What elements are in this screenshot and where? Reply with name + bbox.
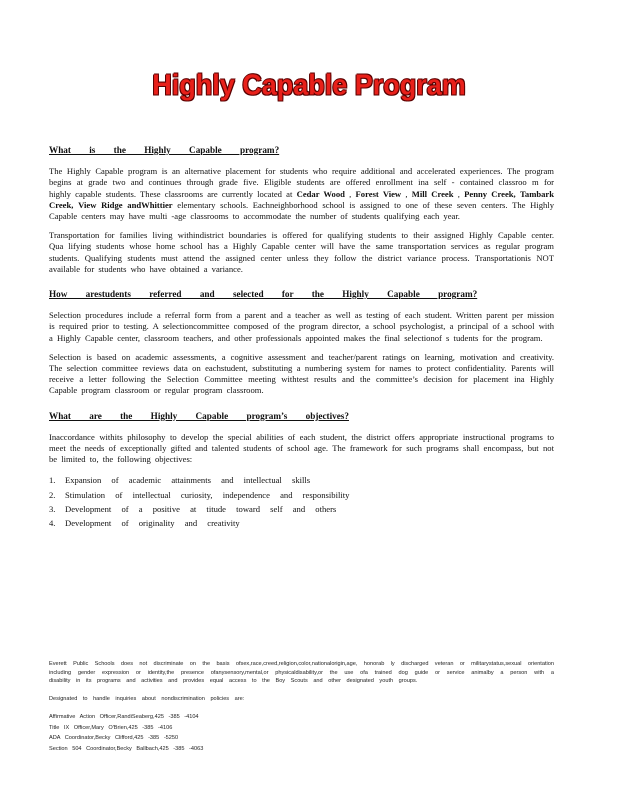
school-name: Penny Creek,	[464, 188, 516, 199]
contact-line: Title IX Officer,Mary O'Brien,425 -385 -4106	[49, 724, 173, 731]
school-name: Tambark Creek,	[49, 188, 555, 210]
list-item: 3. Development of a positive at titude toward self and others	[49, 503, 337, 514]
document-body	[49, 145, 554, 542]
school-name: Mill Creek	[411, 188, 454, 199]
nondiscrimination-statement: Everett Public Schools does not discriminate on the basis ofsex,race,creed,religion,color,nationalorigin,age, honorab ly discharged veteran or militarystatus,sexual orientation including gender expression or identity,the presence ofanysensory,mental,or physicaldisability,or the use ofa trained dog guide or service animalby a person with a disability in its programs and activities and provides equal access to the Boy Scouts and other designated youth groups.	[49, 661, 554, 685]
list-item: 1. Expansion of academic attainments and intellectual skills	[49, 475, 311, 486]
footer-notice	[49, 660, 554, 754]
page-title: Highly Capable Program	[152, 69, 466, 101]
objectives-list	[49, 473, 554, 530]
list-item: 4. Development of originality and creativity	[49, 518, 240, 529]
school-name: Cedar Wood	[296, 188, 345, 199]
paragraph-selection-criteria: Selection is based on academic assessments, a cognitive assessment and teacher/parent ratings on learning, motivation and creativity. The selection committee reviews data on eachstudent, substituting a numbering system for names to protect confidentiality. Parents will receive a letter following the Selection Committee meeting withtest results and the committee’s decision for placement ina Highly Capable program classroom or regular program classroom.	[49, 351, 554, 396]
contact-line: ADA Coordinator,Becky Clifford,425 -385 -5250	[49, 735, 179, 742]
designated-contacts-label: Designated to handle inquiries about nondiscrimination policies are:	[49, 695, 245, 702]
school-name: View Ridge	[78, 199, 123, 210]
paragraph-program-description: The Highly Capable program is an alternative placement for students who require additional and accelerated experiences. The program begins at grade two and continues through grade five. Eligible students are offered enrollment ina self - contained classroo m for highly capable students. These classrooms are currently located at Cedar Wood , Forest View , Mill Creek , Penny Creek, Tambark Creek, View Ridge andWhittier elementary schools. Eachneighborhood school is assigned to one of these seven centers. The Highly Capable centers may have multi -age classrooms to accommodate the number of students qualifying each year.	[49, 166, 555, 222]
section-heading-objectives: What are the Highly Capable program’s objectives?	[49, 410, 349, 421]
paragraph-selection-procedures: Selection procedures include a referral form from a parent and a teacher as well as testing of each student. Written parent per mission is required prior to testing. A selectioncommittee composed of the program director, a school psychologist, a principal of a school with a Highly Capable center, classroom teachers, and other professionals appointed makes the final selectionof s tudents for the program.	[49, 310, 554, 343]
school-name: Forest View	[355, 188, 402, 199]
list-item: 2. Stimulation of intellectual curiosity, independence and responsibility	[49, 489, 350, 500]
section-heading-what-is: What is the Highly Capable program?	[49, 145, 280, 155]
paragraph-transportation: Transportation for families living withindistrict boundaries is offered for qualifying students to their assigned Highly Capable center. Qua lifying students whose home school has a Highly Capable center will have the same transportation services as regular program students. Qualifying students must attend the assigned center unless they follow the district variance process. Transportationis NOT available for students who have obtained a variance.	[49, 230, 554, 274]
contact-line: Section 504 Coordinator,Becky Ballbach,425 -385 -4063	[49, 745, 204, 752]
school-name: andWhittier	[127, 199, 173, 210]
contact-line: Affirmative Action Officer,RandiSeaberg,425 -385 -4104	[49, 714, 199, 721]
paragraph-objectives-intro: Inaccordance withits philosophy to develop the special abilities of each student, the district offers appropriate instructional programs to meet the needs of exceptionally gifted and talented students of school age. The framework for such programs shall encompass, but not be limited to, the following objectives:	[49, 431, 554, 465]
section-heading-selection: How arestudents referred and selected for the Highly Capable program?	[49, 289, 478, 300]
